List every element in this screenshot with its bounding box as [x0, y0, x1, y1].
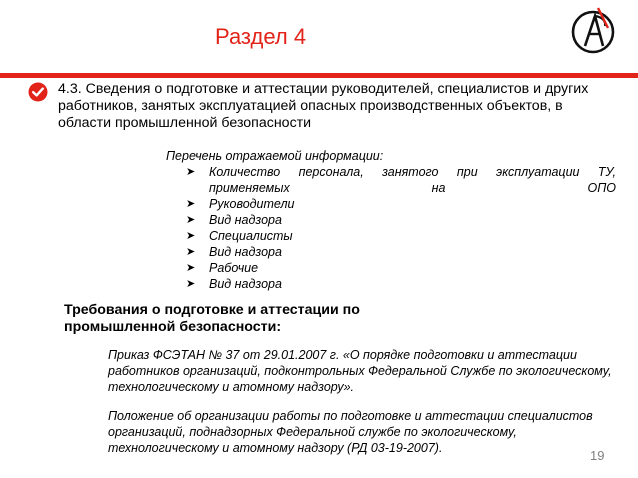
- list-item: ➤ Вид надзора: [186, 277, 282, 291]
- info-list: [186, 164, 616, 292]
- list-item: ➤ Рабочие: [186, 261, 259, 275]
- list-item: ➤ Количество персонала, занятого при эксплуатации ТУ, применяемых на ОПО: [186, 165, 616, 195]
- arrow-bullet-icon: ➤: [186, 262, 196, 274]
- check-circle-icon: [28, 82, 48, 102]
- info-list-intro: Перечень отражаемой информации:: [166, 149, 384, 163]
- arrow-bullet-icon: ➤: [186, 278, 196, 290]
- page-title: Раздел 4: [215, 24, 307, 49]
- arrow-bullet-icon: ➤: [186, 230, 196, 242]
- requirements-paragraph-2: Положение об организации работы по подготовке и аттестации специалистов организаций, поднадзорных Федеральной службе по экологическому, технологическому и атомному надзору (РД 03-19-2007).: [108, 409, 593, 455]
- list-item: ➤ Специалисты: [186, 229, 293, 243]
- logo-circle-mark-icon: [568, 6, 618, 56]
- arrow-bullet-icon: ➤: [186, 198, 196, 210]
- list-item: ➤ Вид надзора: [186, 245, 282, 259]
- page-number: 19: [590, 448, 605, 463]
- list-item: ➤ Руководители: [186, 197, 295, 211]
- arrow-bullet-icon: ➤: [186, 246, 196, 258]
- arrow-bullet-icon: ➤: [186, 166, 196, 178]
- requirements-paragraph-1: Приказ ФСЭТАН № 37 от 29.01.2007 г. «О порядке подготовки и аттестации работников организаций, подконтрольных Федеральной Службе по экологическому, технологическому и атомному надзору».: [108, 348, 612, 394]
- section-heading: 4.3. Сведения о подготовке и аттестации руководителей, специалистов и других работников, занятых эксплуатацией опасных производственных объектов, в области промышленной безопасности: [58, 81, 589, 131]
- header-divider: [0, 73, 638, 78]
- requirements-heading: Требования о подготовке и аттестации по промышленной безопасности:: [64, 302, 360, 335]
- list-item: ➤ Вид надзора: [186, 213, 282, 227]
- arrow-bullet-icon: ➤: [186, 214, 196, 226]
